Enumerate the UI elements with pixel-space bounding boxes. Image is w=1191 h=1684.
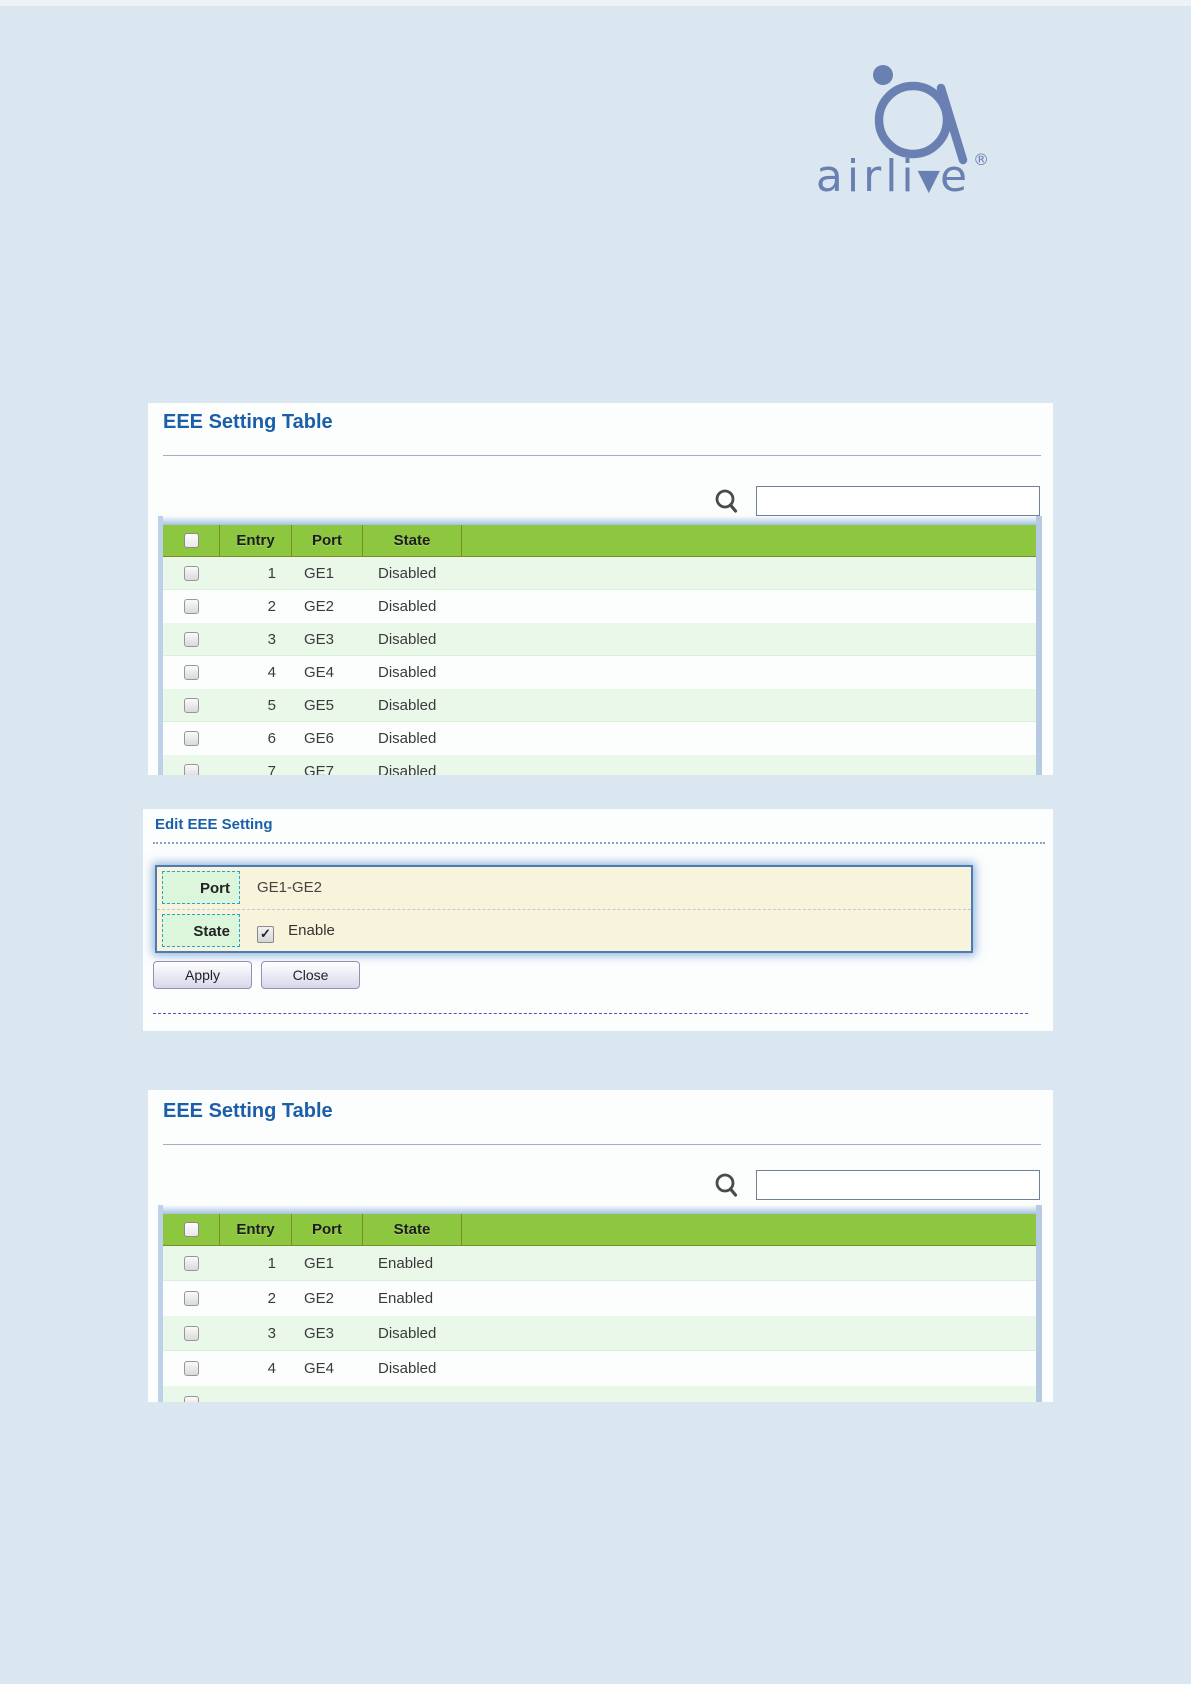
table-row bbox=[163, 689, 1036, 722]
form-row-state bbox=[157, 910, 971, 952]
table-header-row bbox=[163, 1214, 1036, 1246]
cell-port: GE6 bbox=[304, 730, 335, 747]
row-checkbox[interactable] bbox=[184, 1291, 199, 1306]
cell-entry: 2 bbox=[267, 1290, 276, 1307]
cell-port: GE4 bbox=[304, 664, 335, 681]
table-row bbox=[163, 623, 1036, 656]
table-row bbox=[163, 590, 1036, 623]
row-checkbox[interactable] bbox=[184, 1326, 199, 1341]
row-checkbox[interactable] bbox=[184, 665, 199, 680]
cell-state: Disabled bbox=[378, 697, 437, 714]
table-row-clipped bbox=[163, 755, 1036, 775]
select-all-checkbox[interactable] bbox=[184, 533, 199, 548]
form-row-port bbox=[157, 867, 971, 910]
table-row bbox=[163, 1246, 1036, 1281]
table-row bbox=[163, 656, 1036, 689]
apply-button[interactable]: Apply bbox=[153, 961, 252, 989]
cell-port: GE3 bbox=[304, 1325, 335, 1342]
header-filler bbox=[462, 525, 1036, 556]
cell-state: Disabled bbox=[378, 664, 437, 681]
search-icon bbox=[712, 1171, 742, 1201]
row-checkbox[interactable] bbox=[184, 764, 199, 776]
select-all-checkbox[interactable] bbox=[184, 1222, 199, 1237]
header-port: Port bbox=[292, 1214, 363, 1245]
dashed-divider bbox=[153, 1013, 1028, 1014]
enable-label: Enable bbox=[288, 922, 335, 939]
title-divider bbox=[163, 1144, 1041, 1145]
search-icon bbox=[712, 487, 742, 517]
cell-port: GE7 bbox=[304, 763, 335, 775]
close-button[interactable]: Close bbox=[261, 961, 360, 989]
cell-state: Enabled bbox=[378, 1290, 434, 1307]
header-state: State bbox=[363, 525, 462, 556]
row-checkbox[interactable] bbox=[184, 698, 199, 713]
header-checkbox-cell bbox=[163, 1214, 220, 1245]
cell-entry: 4 bbox=[267, 1360, 276, 1377]
row-checkbox[interactable] bbox=[184, 566, 199, 581]
airlive-wordmark: airli▼e ® bbox=[815, 150, 990, 202]
cell-entry: 1 bbox=[267, 1255, 276, 1272]
title-divider bbox=[163, 455, 1041, 456]
cell-entry: 3 bbox=[267, 631, 276, 648]
search-input[interactable] bbox=[756, 486, 1040, 516]
cell-port: GE2 bbox=[304, 598, 335, 615]
state-label: State bbox=[162, 914, 240, 947]
cell-entry: 3 bbox=[267, 1325, 276, 1342]
cell-state: Enabled bbox=[378, 1255, 434, 1272]
search-input[interactable] bbox=[756, 1170, 1040, 1200]
edit-eee-setting-panel bbox=[143, 809, 1053, 1031]
table-top-glow bbox=[163, 516, 1036, 525]
table-row bbox=[163, 722, 1036, 755]
eee-table bbox=[158, 1205, 1042, 1402]
page-title: EEE Setting Table bbox=[163, 411, 333, 433]
eee-setting-table-panel-before bbox=[148, 403, 1053, 775]
cell-state: Disabled bbox=[378, 1360, 437, 1377]
table-row bbox=[163, 1351, 1036, 1386]
table-top-glow bbox=[163, 1205, 1036, 1214]
row-checkbox[interactable] bbox=[184, 632, 199, 647]
logo-triangle-v-icon: ▼ bbox=[917, 162, 940, 197]
edit-form bbox=[155, 865, 973, 953]
state-enable-checkbox[interactable]: ✓ bbox=[257, 926, 274, 943]
airlive-logo bbox=[780, 50, 1060, 220]
cell-port: GE5 bbox=[304, 697, 335, 714]
cell-entry: 6 bbox=[267, 730, 276, 747]
row-checkbox[interactable] bbox=[184, 1396, 199, 1403]
page-title: EEE Setting Table bbox=[163, 1100, 333, 1122]
header-checkbox-cell bbox=[163, 525, 220, 556]
page-top-strip bbox=[0, 0, 1191, 6]
cell-entry: 7 bbox=[267, 763, 276, 775]
header-port: Port bbox=[292, 525, 363, 556]
eee-table bbox=[158, 516, 1042, 775]
eee-setting-table-panel-after bbox=[148, 1090, 1053, 1402]
registered-trademark-icon: ® bbox=[973, 150, 990, 169]
cell-port: GE1 bbox=[304, 565, 335, 582]
table-header-row bbox=[163, 525, 1036, 557]
cell-state: Disabled bbox=[378, 763, 437, 775]
cell-state: Disabled bbox=[378, 565, 437, 582]
header-entry: Entry bbox=[220, 525, 292, 556]
table-row-clipped bbox=[163, 1386, 1036, 1402]
row-checkbox[interactable] bbox=[184, 1361, 199, 1376]
cell-port: GE1 bbox=[304, 1255, 335, 1272]
port-label: Port bbox=[162, 871, 240, 904]
row-checkbox[interactable] bbox=[184, 1256, 199, 1271]
cell-state: Disabled bbox=[378, 1325, 437, 1342]
cell-entry: 4 bbox=[267, 664, 276, 681]
cell-port: GE2 bbox=[304, 1290, 335, 1307]
table-row bbox=[163, 1316, 1036, 1351]
table-row bbox=[163, 1281, 1036, 1316]
cell-state: Disabled bbox=[378, 730, 437, 747]
row-checkbox[interactable] bbox=[184, 731, 199, 746]
row-checkbox[interactable] bbox=[184, 599, 199, 614]
cell-entry: 2 bbox=[267, 598, 276, 615]
header-entry: Entry bbox=[220, 1214, 292, 1245]
header-filler bbox=[462, 1214, 1036, 1245]
table-row bbox=[163, 557, 1036, 590]
cell-state: Disabled bbox=[378, 631, 437, 648]
cell-entry: 5 bbox=[267, 697, 276, 714]
edit-panel-title: Edit EEE Setting bbox=[155, 816, 273, 833]
cell-port: GE4 bbox=[304, 1360, 335, 1377]
cell-entry: 1 bbox=[267, 565, 276, 582]
cell-state: Disabled bbox=[378, 598, 437, 615]
port-value: GE1-GE2 bbox=[257, 879, 323, 896]
dotted-divider bbox=[153, 842, 1045, 844]
header-state: State bbox=[363, 1214, 462, 1245]
cell-port: GE3 bbox=[304, 631, 335, 648]
